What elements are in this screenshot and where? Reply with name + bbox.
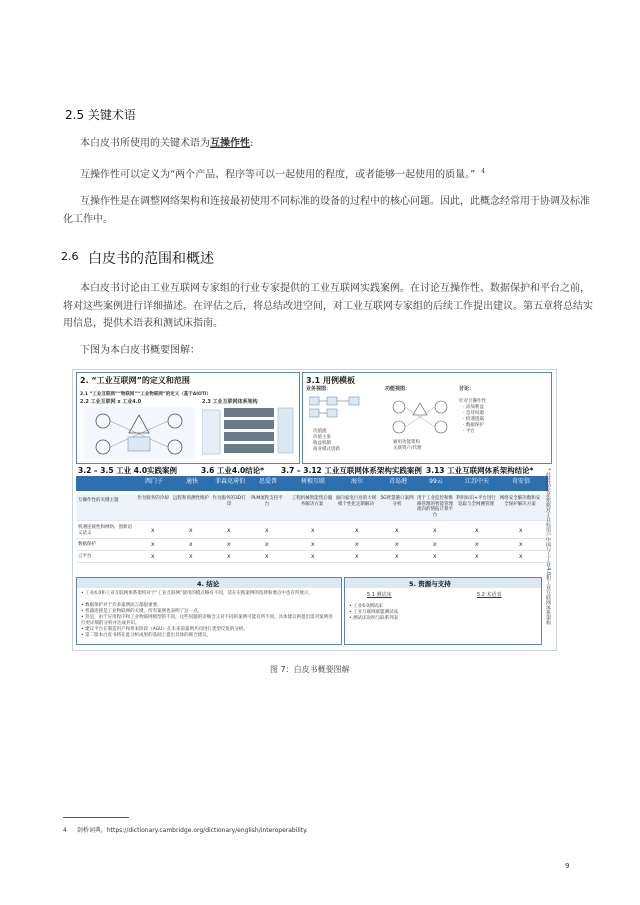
x-mark: x [311, 541, 315, 548]
paragraph-key-terms [80, 134, 253, 153]
business-view-item: 价值流 [313, 429, 327, 434]
x-mark: x [265, 541, 269, 548]
discussion-item: 针对互操作性 [459, 399, 486, 404]
x-mark: x [355, 553, 359, 560]
x-mark: x [227, 553, 231, 560]
resource-text: 工业互联网联盟测试床 [353, 610, 399, 615]
conclusion-text: 第二版本白皮书将在此分析成果的基础上提出具体的联合建议。 [85, 633, 212, 638]
x-mark: x [189, 541, 193, 548]
conclusion-text: 建议平台在制造用户和将来阶段（AGU）在未来前案例共同进行类型反复的分析。 [85, 627, 248, 632]
side-note: * 此处结论是依据对于目标用户中国与上工业4.0和工业互联网体系架构 [545, 468, 551, 626]
colon: : [250, 138, 254, 149]
business-view-item: 商业模式创新 [313, 447, 340, 452]
conclusion-item: • 数据保护对于许多案例而言都很重要。 [81, 603, 162, 608]
conclusion-item: • 建议平台在制造用户和将来阶段（AGU）在未来前案例共同进行类型反复的分析。 [81, 627, 248, 632]
x-mark: x [311, 553, 315, 560]
company-name: 树根互联 [300, 478, 325, 485]
function-view-item: 关联资产/代理 [393, 446, 422, 451]
role-cell: 用于工业监控和维修管理的智能管理流向的情报计算平台 [417, 496, 453, 518]
x-mark: x [519, 553, 523, 560]
role-cell: 网络安全解决数和安全保护解决方案 [499, 496, 541, 507]
box-resources [344, 577, 542, 645]
resource-item: • 工业4.0测试床 [349, 604, 383, 609]
conclusion-item: • 机器连接是工业物联网的关键，所有案例也表明了这一点。 [81, 609, 203, 614]
footnote-text: 剑桥词典，https://dictionary.cambridge.org/dictionary/english/interoperability. [76, 827, 308, 834]
role-cell: 远程和预测性维护 [173, 496, 209, 501]
x-mark: x [519, 541, 523, 548]
conclusion-item: • 工业4.0和工业互联网体系架构对于“工业互联网”使用的模式略有不同，适在实践案例的选择和要点中也有所展示。 [81, 591, 313, 596]
function-view-item: 通用功能架构 [393, 440, 420, 445]
architecture-diagram [202, 406, 295, 460]
company-name: 思爱普 [258, 478, 277, 485]
x-mark: x [311, 527, 315, 534]
discussion-item: · 机遇遗漏 [463, 417, 484, 422]
conclusion-item: • 但是，由于应用程序和工业物联网模型的不同，这些问题的详细含义对不同的案例可能有所不同。具体建议则提出需对案例进行更详细的分析并达成共识。 [81, 615, 333, 626]
paragraph-core-issue-line2: 化工作中。 [63, 214, 113, 225]
x-mark: x [151, 541, 155, 548]
x-mark: x [151, 527, 155, 534]
paragraph-figure-intro: 下图为本白皮书概要图解： [80, 345, 200, 356]
industry40-diagram [83, 407, 195, 459]
box31-title: 3.1 用例模板 [306, 376, 355, 385]
business-view-item: 价值主张 [313, 435, 331, 440]
x-mark: x [189, 553, 193, 560]
footnote-ref: 4 [481, 168, 486, 175]
role-cell: 面向家电行业的大规模个性化定制解决 [335, 496, 377, 507]
business-view-diagram [309, 395, 377, 429]
overview-figure [72, 369, 557, 651]
key-term: 互操作性 [210, 138, 250, 149]
role-cell: PLM流程支持平台 [251, 496, 283, 507]
x-mark: x [395, 553, 399, 560]
company-name: 青岛港 [388, 478, 407, 485]
discussion-item: · 添加利益 [463, 405, 484, 410]
x-mark: x [475, 527, 479, 534]
row-label: 互操作性的关键主题 [78, 498, 119, 503]
x-mark: x [355, 527, 359, 534]
business-view-label: 业务视图： [306, 386, 332, 392]
conclusion-text: 工业4.0和工业互联网体系架构对于“工业互联网”使用的模式略有不同，适在实践案例的选择和要点中也有所展示。 [85, 591, 313, 596]
footnote [63, 825, 308, 834]
heading-industry40-cases: 3.2 – 3.5 工业 4.0实践案例 [78, 466, 178, 475]
row-label: 数据保护 [78, 542, 96, 547]
role-cell: 作为服务的3D打印 [212, 496, 246, 507]
discussion-label: 讨论： [459, 386, 475, 392]
page-number: 9 [565, 862, 570, 870]
x-mark: x [265, 553, 269, 560]
heading-iiot-cases: 3.7 – 3.12 工业互联网体系架构实践案例 [281, 466, 422, 475]
x-mark: x [475, 541, 479, 548]
company-name: 99云 [429, 478, 443, 485]
x-mark: x [519, 527, 523, 534]
paragraph-scope-line1: 本白皮书讨论由工业互联网专家组的行业专家提供的工业互联网实践案例。在讨论互操作性、数据保护和平台之前， [80, 283, 590, 294]
business-view-item: 收益机制 [313, 441, 331, 446]
role-cell: 利用标识+平台进行追踪与全网溯管理 [456, 496, 496, 507]
x-mark: x [265, 527, 269, 534]
heading-industry40-conclusion: 3.6 工业4.0结论* [201, 466, 265, 475]
x-mark: x [395, 541, 399, 548]
row-label: 机遇连接性和网络、创新语义话义 [78, 525, 132, 536]
section-title-2-6: 白皮书的范围和概述 [88, 251, 214, 267]
resource-text: 工业4.0测试床 [353, 604, 383, 609]
heading-iiot-conclusion: 3.13 工业互联网体系架构结论* [426, 466, 534, 475]
company-name: 海尔 [350, 478, 363, 485]
x-mark: x [355, 541, 359, 548]
box2-title: 2. “工业互联网”的定义和范围 [80, 376, 190, 385]
box5-title: 5. 资源与支持 [409, 580, 451, 588]
x-mark: x [395, 527, 399, 534]
function-view-label: 功能视图： [385, 386, 411, 392]
row-label: 云平台 [78, 554, 92, 559]
definition-text: 互操作性可以定义为“两个产品、程序等可以一起使用的程度，或者能够一起使用的质量。” [80, 169, 476, 181]
paragraph-scope-line3: 用信息，提供术语表和测试床指南。 [63, 318, 223, 329]
discussion-item: · 急待问题 [463, 411, 484, 416]
x-mark: x [227, 527, 231, 534]
footnote-divider [63, 817, 129, 818]
box-conclusion [76, 577, 342, 645]
section-number-2-6: 2.6 [61, 250, 79, 263]
company-name: 菲森克虏伯 [214, 478, 245, 485]
x-mark: x [227, 541, 231, 548]
figure-caption: 图 7：白皮书概要图解 [270, 665, 350, 674]
paragraph-core-issue-line1: 互操作性是在调整网络架构和连接最初使用不同标准的设备的过程中的核心问题。因此，此概念经常用于协调及标准 [80, 196, 590, 207]
role-cell: 工程机械智能售后服务解决方案 [291, 496, 333, 507]
company-name: 通快 [185, 478, 198, 485]
conclusion-text: 机器连接是工业物联网的关键，所有案例也表明了这一点。 [85, 609, 203, 614]
footnote-mark: 4 [63, 827, 67, 834]
section-heading-2-5: 2.5 关键术语 [65, 108, 136, 122]
paragraph-definition [80, 162, 485, 184]
company-name: 西门子 [144, 478, 163, 485]
conclusion-item: • 第二版本白皮书将在此分析成果的基础上提出具体的联合建议。 [81, 633, 212, 638]
x-mark: x [433, 541, 437, 548]
role-cell: 作为服务的冷却 [137, 496, 169, 501]
resource-item: • 工业互联网联盟测试床 [349, 610, 399, 615]
glossary-link[interactable]: 5.2 术语表 [477, 592, 502, 598]
paragraph-scope-line2: 将对这些案例进行详细描述。在评估之后，将总结改进空间，对工业互联网专家组的后续工作提出建议。第五章将总结实 [63, 301, 593, 312]
function-view-diagram [387, 393, 455, 437]
resource-text: 测试床说明与联系列表 [353, 616, 399, 621]
company-name: 江苏中天 [464, 478, 489, 485]
discussion-item: · 数据保护 [463, 423, 484, 428]
paragraph-text: 本白皮书所使用的关键术语为 [80, 138, 210, 149]
box-use-case-template [302, 372, 552, 464]
testbed-link[interactable]: 5.1 测试床 [367, 592, 392, 598]
role-cell: 5G智慧港口案例分析 [380, 496, 414, 507]
x-mark: x [189, 527, 193, 534]
x-mark: x [475, 553, 479, 560]
box-definition-scope [76, 372, 300, 464]
box2-subtitle-2: 2.2 工业互联网 x 工业4.0 [80, 399, 142, 405]
conclusion-text: 但是，由于应用程序和工业物联网模型的不同，这些问题的详细含义对不同的案例可能有所不同。具体建议则提出需对案例进行更详细的分析并达成共识。 [81, 615, 333, 626]
conclusion-text: 数据保护对于许多案例而言都很重要。 [85, 603, 162, 608]
discussion-item: · 平台 [463, 429, 475, 434]
company-name: 奇安信 [511, 478, 530, 485]
x-mark: x [151, 553, 155, 560]
box2-subtitle-3: 2.3 工业互联网体系架构 [202, 399, 258, 405]
x-mark: x [433, 527, 437, 534]
box4-title: 4. 结论 [197, 580, 220, 588]
x-mark: x [433, 553, 437, 560]
resource-item: • 测试床说明与联系列表 [349, 616, 399, 621]
box2-subtitle-1: 2.1 “工业互联网”“物联网”“工业物联网”的定义（基于AIOTI） [80, 392, 212, 397]
